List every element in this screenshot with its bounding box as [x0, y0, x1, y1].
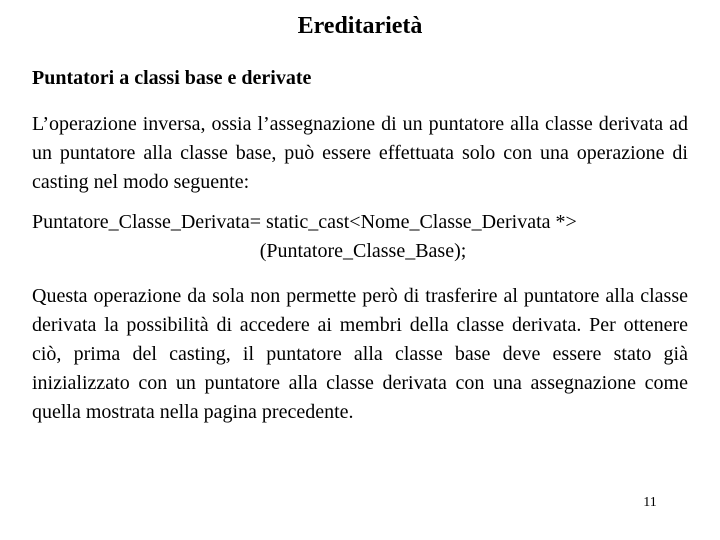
slide-title: Ereditarietà [297, 13, 423, 39]
code-line-1: Puntatore_Classe_Derivata= static_cast<Nome_Classe_Derivata *> [32, 211, 577, 233]
page-number: 11 [643, 495, 657, 510]
explanation-paragraph: Questa operazione da sola non permette però di trasferire al puntatore alla classe derivata la possibilità di accedere ai membri della classe derivata. Per ottenere ciò, prima del casting, il puntatore alla classe base deve essere stato già inizializzato con un puntatore alla classe derivata con una assegnazione come quella mostrata nella pagina precedente. [32, 285, 688, 423]
code-example [32, 208, 694, 266]
slide-subtitle: Puntatori a classi base e derivate [32, 67, 312, 89]
intro-paragraph: L’operazione inversa, ossia l’assegnazione di un puntatore alla classe derivata ad un puntatore alla classe base, può essere effettuata solo con una operazione di casting nel modo seguente: [32, 113, 688, 193]
code-line-2: (Puntatore_Classe_Base); [259, 240, 467, 262]
